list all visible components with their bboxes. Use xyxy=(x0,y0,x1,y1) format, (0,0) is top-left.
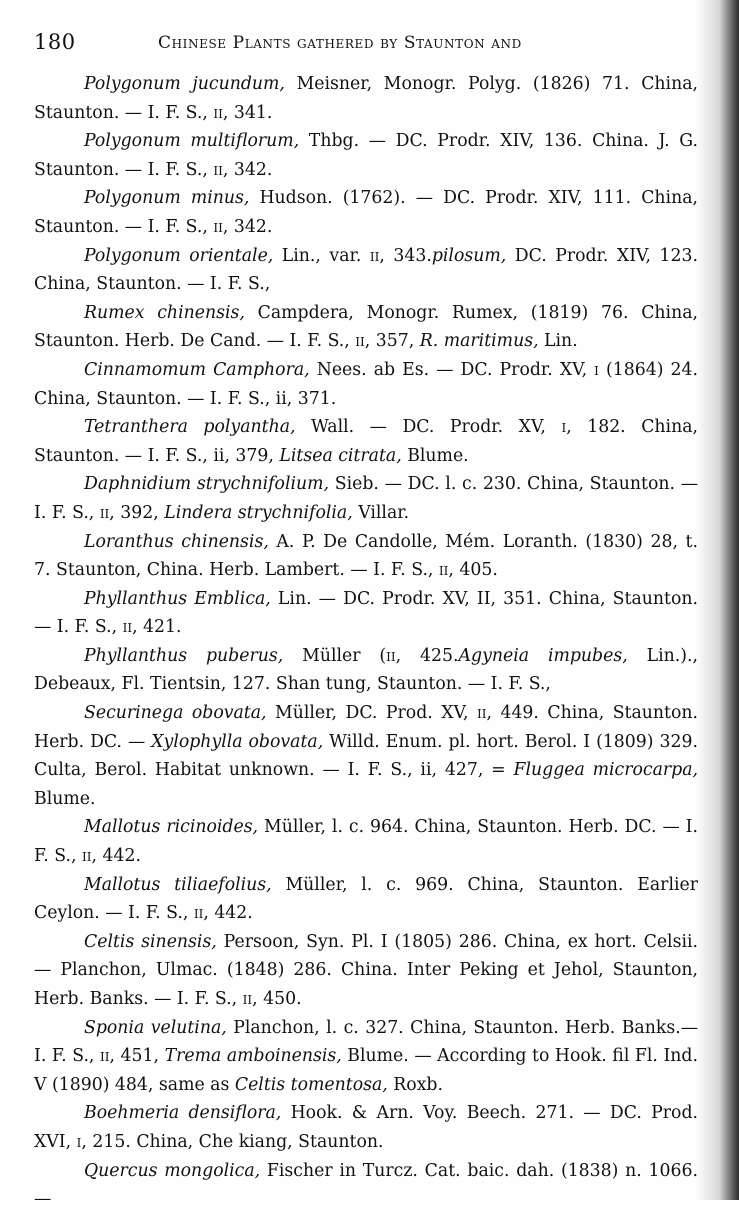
species-name: Securinega obovata, xyxy=(84,703,267,724)
citation-tail: , 357, xyxy=(364,331,420,352)
volume-numeral: ii xyxy=(213,102,223,123)
citation-tail: , 405. xyxy=(448,560,498,581)
body-text xyxy=(34,70,698,1214)
species-name: Polygonum jucundum, xyxy=(84,74,285,94)
species-name: Trema amboinensis, xyxy=(164,1046,342,1067)
entry-12 xyxy=(34,699,698,813)
species-name: Rumex chinensis, xyxy=(84,302,245,323)
citation-tail: , 450. xyxy=(252,989,302,1009)
citation-text: Persoon, Syn. Pl. I (1805) 286. China, ex hort. Celsii. — Planchon, Ulmac. (1848) 286. China. Inter Peking et Jehol, Staunton, Herb. Banks. — I. F. S., xyxy=(34,931,698,1009)
citation-text: Müller, DC. Prod. XV, xyxy=(266,703,477,724)
volume-numeral: ii xyxy=(355,331,365,352)
species-name: Quercus mongolica, xyxy=(84,1160,261,1181)
citation-text: Nees. ab Es. — DC. Prodr. XV, xyxy=(309,359,595,380)
running-head: Chinese Plants gathered by Staunton and xyxy=(158,33,522,53)
citation-text: Müller, l. c. 964. China, Staunton. Herb. DC. — I. F. S., xyxy=(34,817,698,867)
citation-text: Fischer in Turcz. Cat. baic. dah. (1838) n. 1066.— xyxy=(34,1160,699,1210)
citation-text: Campdera, Monogr. Rumex, (1819) 76. China, Staunton. Herb. De Cand. — I. F. S., xyxy=(34,302,699,352)
entry-1 xyxy=(34,70,698,127)
citation-tail: (1864) 24. China, Staunton. — I. F. S., ii, 371. xyxy=(34,359,698,409)
citation-text: A. P. De Candolle, Mém. Loranth. (1830) 28, t. 7. Staunton, China. Herb. Lambert. — I. F. S., xyxy=(34,531,698,581)
species-name: Xylophylla obovata, xyxy=(151,731,324,752)
citation-text: Meisner, Monogr. Polyg. (1826) 71. China, Staunton. — I. F. S., xyxy=(34,74,698,123)
volume-numeral: ii xyxy=(99,502,110,523)
entry-2 xyxy=(34,127,698,184)
citation-text: Hook. & Arn. Voy. Beech. 271. — DC. Prod. XVI, xyxy=(34,1103,698,1152)
citation-text: Roxb. xyxy=(387,1074,443,1095)
entry-4 xyxy=(34,242,698,299)
species-name: Phyllanthus Emblica, xyxy=(84,588,271,609)
species-name: Polygonum multiflorum, xyxy=(84,131,300,152)
volume-numeral: ii xyxy=(369,245,380,266)
volume-numeral: ii xyxy=(242,989,253,1009)
citation-tail: , 425. xyxy=(395,645,459,666)
species-name: Phyllanthus puberus, xyxy=(84,645,284,666)
species-name: Mallotus ricinoides, xyxy=(84,817,259,838)
citation-text: Müller, l. c. 969. China, Staunton. Earlier Ceylon. — I. F. S., xyxy=(34,874,698,924)
citation-tail: , 342. xyxy=(222,159,273,180)
volume-numeral: ii xyxy=(122,617,133,638)
species-name: Daphnidium strychnifolium, xyxy=(84,474,330,495)
volume-numeral: ii xyxy=(213,159,223,180)
species-name: Boehmeria densiflora, xyxy=(84,1103,282,1124)
volume-numeral: i xyxy=(594,359,599,380)
entry-15 xyxy=(34,928,698,1014)
volume-numeral: ii xyxy=(476,703,487,724)
facing-page-edge xyxy=(695,0,739,1200)
citation-text: Willd. Enum. pl. hort. Berol. I (1809) 329. Culta, Berol. Habitat unknown. — I. F. S., ii, 427, = xyxy=(34,731,698,781)
citation-text: Planchon, l. c. 327. China, Staunton. Herb. Banks.— I. F. S., xyxy=(34,1017,698,1067)
citation-tail: , 442. xyxy=(203,903,253,924)
citation-text: Blume. — According to Hook. fil Fl. Ind. V (1890) 484, same as xyxy=(34,1046,698,1095)
citation-tail: , 341. xyxy=(222,102,273,123)
entry-18 xyxy=(34,1157,698,1214)
volume-numeral: ii xyxy=(82,846,92,867)
species-name: Mallotus tiliaefolius, xyxy=(84,874,272,895)
entry-16 xyxy=(34,1014,698,1100)
species-name: pilosum, xyxy=(431,245,507,266)
species-name: Agyneia impubes, xyxy=(458,645,628,666)
entry-5 xyxy=(34,299,698,356)
entry-17 xyxy=(34,1099,698,1156)
entry-14 xyxy=(34,871,698,928)
citation-text: Müller ( xyxy=(283,645,387,666)
entry-8 xyxy=(34,470,698,527)
volume-numeral: ii xyxy=(213,216,223,237)
species-name: Celtis tomentosa, xyxy=(234,1074,388,1095)
citation-text: Lin., var. xyxy=(273,245,370,266)
species-name: Fluggea microcarpa, xyxy=(513,760,698,781)
volume-numeral: ii xyxy=(438,560,449,581)
entry-6 xyxy=(34,356,698,413)
citation-tail: , 449. China, Staunton. Herb. DC. — xyxy=(34,703,699,752)
species-name: Celtis sinensis, xyxy=(84,931,217,952)
citation-text: Thbg. — DC. Prodr. XIV, 136. China. J. G. Staunton. — I. F. S., xyxy=(34,131,698,180)
volume-numeral: i xyxy=(76,1131,82,1152)
citation-tail: , 392, xyxy=(109,502,165,523)
citation-tail: , 343. xyxy=(379,245,432,266)
citation-text: Lin. — DC. Prodr. XV, II, 351. China, Staunton. — I. F. S., xyxy=(34,588,699,638)
volume-numeral: ii xyxy=(193,903,204,924)
entry-9 xyxy=(34,528,698,585)
citation-text: Hudson. (1762). — DC. Prodr. XIV, 111. China, Staunton. — I. F. S., xyxy=(34,188,698,237)
citation-tail: , 182. China, Staunton. — I. F. S., ii, 379, xyxy=(34,417,699,466)
citation-text: Wall. — DC. Prodr. XV, xyxy=(295,417,562,438)
citation-tail: , 421. xyxy=(132,617,182,638)
entry-3 xyxy=(34,184,698,241)
entry-13 xyxy=(34,813,698,870)
citation-text: Villar. xyxy=(352,502,410,523)
volume-numeral: ii xyxy=(386,645,396,666)
citation-tail: , 451, xyxy=(109,1046,165,1067)
page-header xyxy=(34,30,694,58)
species-name: R. maritimus, xyxy=(419,331,539,352)
entry-10 xyxy=(34,585,698,642)
entry-7 xyxy=(34,413,698,470)
species-name: Cinnamomum Camphora, xyxy=(84,359,310,380)
citation-text: Blume. xyxy=(34,788,96,809)
species-name: Polygonum orientale, xyxy=(84,245,274,266)
page-number: 180 xyxy=(34,30,76,54)
species-name: Lindera strychnifolia, xyxy=(164,502,353,523)
entry-11 xyxy=(34,642,698,699)
citation-tail: , 342. xyxy=(222,216,273,237)
volume-numeral: ii xyxy=(99,1046,110,1067)
species-name: Litsea citrata, xyxy=(279,445,402,466)
species-name: Loranthus chinensis, xyxy=(84,531,269,552)
citation-text: Blume. xyxy=(401,445,469,466)
citation-text: Lin.)., Debeaux, Fl. Tientsin, 127. Shan tung, Staunton. — I. F. S., xyxy=(34,645,698,695)
volume-numeral: i xyxy=(561,417,567,438)
citation-tail: , 215. China, Che kiang, Staunton. xyxy=(81,1131,384,1152)
citation-text: Lin. xyxy=(538,331,578,352)
citation-text: DC. Prodr. XIV, 123. China, Staunton. — I. F. S., xyxy=(34,245,698,295)
species-name: Polygonum minus, xyxy=(84,188,250,209)
citation-text: Sieb. — DC. l. c. 230. China, Staunton. — I. F. S., xyxy=(34,474,698,523)
species-name: Sponia velutina, xyxy=(84,1017,227,1038)
citation-tail: , 442. xyxy=(91,846,141,867)
species-name: Tetranthera polyantha, xyxy=(84,417,296,438)
